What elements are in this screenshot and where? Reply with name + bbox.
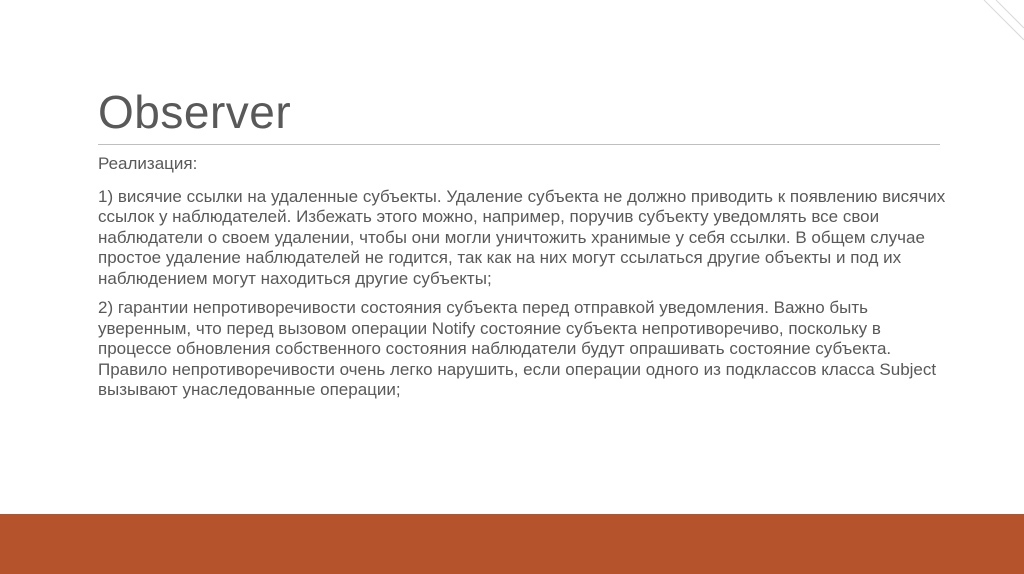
slide-title: Observer: [98, 86, 292, 138]
body-paragraph-1: 1) висячие ссылки на удаленные субъекты. Удаление субъекта не должно приводить к появлению висячих ссылок у наблюдателей. Избежать этого можно, например, поручив субъекту уведомлять все свои наблюдатели о своем удалении, чтобы они могли уничтожить хранимые у себя ссылки. В общем случае простое удаление наблюдателей не годится, так как на них могут ссылаться другие объекты и под их наблюдением могут находиться другие субъекты;: [98, 186, 946, 288]
slide-body: [98, 154, 948, 410]
corner-decoration: [944, 0, 1024, 80]
bottom-accent-band: [0, 514, 1024, 574]
body-heading: Реализация:: [98, 154, 198, 173]
body-paragraph-2: 2) гарантии непротиворечивости состояния субъекта перед отправкой уведомления. Важно быть уверенным, что перед вызовом операции Notify состояние субъекта непротиворечиво, поскольку в процессе обновления собственного состояния наблюдатели будут опрашивать состояние субъекта. Правило непротиворечивости очень легко нарушить, если операции одного из подклассов класса Subject вызывают унаследованные операции;: [98, 298, 937, 399]
title-divider: [98, 144, 940, 145]
